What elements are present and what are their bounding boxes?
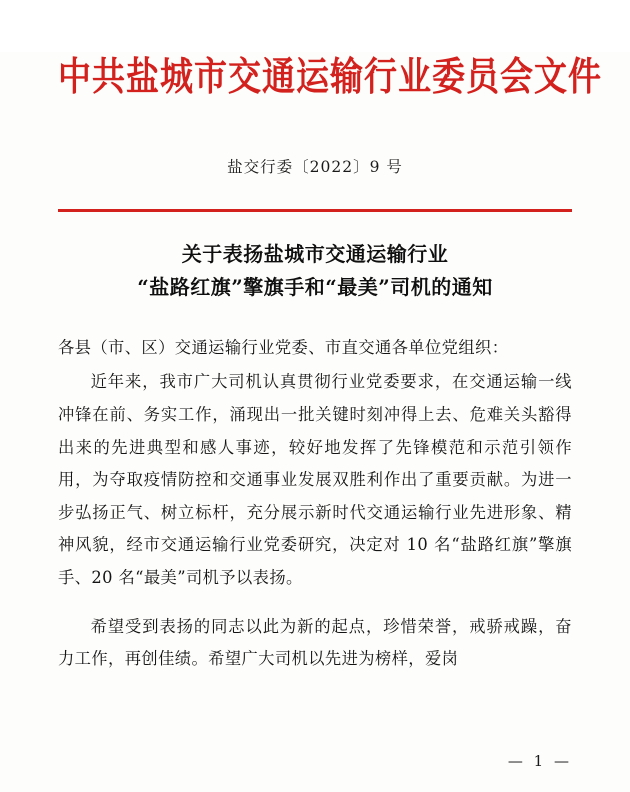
body-paragraph-2: 希望受到表扬的同志以此为新的起点，珍惜荣誉，戒骄戒躁，奋力工作，再创佳绩。希望广大司机以先进为榜样，爱岗 xyxy=(58,616,572,669)
document-number: 盐交行委〔2022〕9 号 xyxy=(227,158,403,177)
salutation: 各县（市、区）交通运输行业党委、市直交通各单位党组织： xyxy=(58,337,509,357)
document-body xyxy=(58,332,572,676)
document-page xyxy=(0,52,630,792)
document-headline xyxy=(58,238,572,304)
document-title: 中共盐城市交通运输行业委员会文件 xyxy=(58,53,602,100)
page-number: — 1 — xyxy=(507,752,572,770)
red-divider-rule xyxy=(58,209,572,212)
headline-line-2: “盐路红旗”擎旗手和“最美”司机的通知 xyxy=(137,274,493,299)
headline-line-1: 关于表扬盐城市交通运输行业 xyxy=(181,241,449,266)
body-paragraph-1: 近年来，我市广大司机认真贯彻行业党委要求，在交通运输一线冲锋在前、务实工作，涌现出一批关键时刻冲得上去、危难关头豁得出来的先进典型和感人事迹，较好地发挥了先锋模范和示范引领作用，为夺取疫情防控和交通事业发展双胜利作出了重要贡献。为进一步弘扬正气、树立标杆，充分展示新时代交通运输行业先进形象、精神风貌，经市交通运输行业党委研究，决定对 10 名“盐路红旗”擎旗手、20 名“最美”司机予以表扬。 xyxy=(58,372,572,587)
